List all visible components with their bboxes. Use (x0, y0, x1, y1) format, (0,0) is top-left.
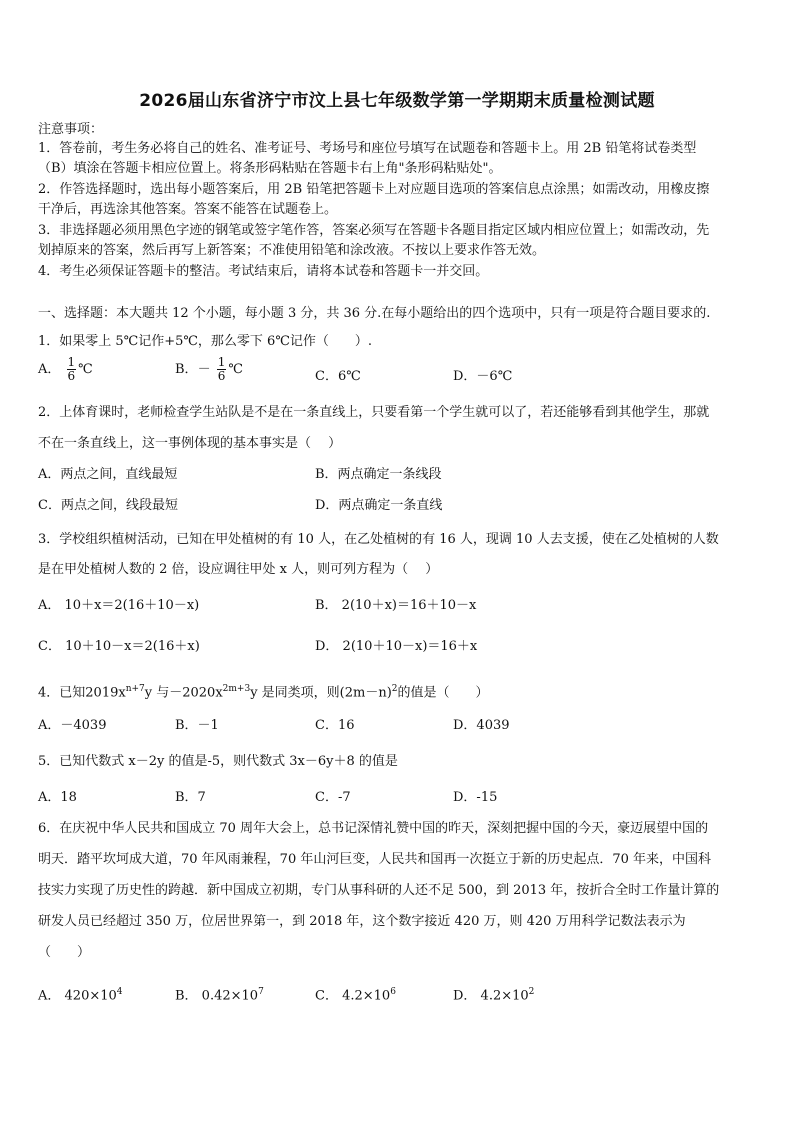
question-3-stem: 是在甲处植树人数的 2 倍，设应调往甲处 x 人，则可列方程为（ ） (38, 562, 439, 577)
notice-item: （B）填涂在答题卡相应位置上。将条形码粘贴在答题卡右上角"条形码粘贴处"。 (38, 161, 502, 176)
q4-option-a[interactable]: A．－4039 (38, 718, 107, 733)
q6-option-b[interactable]: B． $0.42\times 10^7$ (175, 987, 264, 1004)
q4-option-c[interactable]: C．16 (315, 718, 355, 733)
fraction: $\frac{1}{6}$ (67, 355, 76, 383)
q5-option-b[interactable]: B．7 (175, 790, 206, 805)
question-6-stem: 技实力实现了历史性的跨越．新中国成立初期，专门从事科研的人还不足 500，到 2013 年，按折合全时工作量计算的 (38, 883, 720, 898)
section-heading: 一、选择题：本大题共 12 个小题，每小题 3 分，共 36 分.在每小题给出的四个选项中，只有一项是符合题目要求的. (38, 306, 711, 321)
question-6-stem: 明天．踏平坎坷成大道，70 年风雨兼程，70 年山河巨变，人民共和国再一次挺立于新的历史起点．70 年来，中国科 (38, 852, 712, 867)
notice-item: 3．非选择题必须用黑色字迹的钢笔或签字笔作答，答案必须写在答题卡各题目指定区域内相应位置上；如需改动，先 (38, 223, 710, 238)
question-4-stem: 4．已知$2019x^{n+7}y$ 与$-2020x^{2m+3}y$ 是同类项，则$(2m-n)^2$的值是（ ） (38, 684, 489, 701)
q1-option-c[interactable]: C．6℃ (315, 369, 361, 384)
q4-option-b[interactable]: B．－1 (175, 718, 219, 733)
q3-option-c[interactable]: C． 10＋10－x＝2(16＋x) (38, 639, 200, 654)
q3-option-a[interactable]: A． 10＋x＝2(16＋10－x) (38, 598, 200, 613)
q1-option-b[interactable]: B．－ $\frac{1}{6}$ ℃ (175, 355, 243, 383)
question-1-stem: 1．如果零上 5℃记作+5℃，那么零下 6℃记作（ ）. (38, 334, 373, 349)
q4-option-d[interactable]: D．4039 (453, 718, 510, 733)
fraction: $\frac{1}{6}$ (217, 355, 226, 383)
q5-option-d[interactable]: D．-15 (453, 790, 498, 805)
q1-option-d[interactable]: D．－6℃ (453, 369, 513, 384)
notice-item: 2．作答选择题时，选出每小题答案后，用 2B 铅笔把答题卡上对应题目选项的答案信息点涂黑；如需改动，用橡皮擦 (38, 182, 710, 197)
q1-option-a[interactable]: A． $\frac{1}{6}$ ℃ (38, 355, 93, 383)
question-6-stem: 研发人员已经超过 350 万，位居世界第一，到 2018 年，这个数字接近 420 万，则 420 万用科学记数法表示为 (38, 914, 686, 929)
question-2-stem: 不在一条直线上，这一事例体现的基本事实是（ ） (38, 436, 342, 451)
notice-item: 干净后，再选涂其他答案。答案不能答在试题卷上。 (38, 202, 338, 217)
q6-option-a[interactable]: A． $420\times 10^4$ (38, 987, 123, 1004)
notice-heading: 注意事项： (38, 122, 104, 137)
q5-option-c[interactable]: C．-7 (315, 790, 351, 805)
notice-item: 划掉原来的答案，然后再写上新答案；不准使用铅笔和涂改液。不按以上要求作答无效。 (38, 243, 546, 258)
question-3-stem: 3．学校组织植树活动，已知在甲处植树的有 10 人，在乙处植树的有 16 人，现调 10 人去支援，使在乙处植树的人数 (38, 532, 719, 547)
page-title: 2026届山东省济宁市汶上县七年级数学第一学期期末质量检测试题 (139, 91, 655, 111)
q3-option-d[interactable]: D． 2(10＋10－x)＝16＋x (315, 639, 478, 654)
q2-option-d[interactable]: D．两点确定一条直线 (315, 498, 443, 513)
q2-option-c[interactable]: C．两点之间，线段最短 (38, 498, 178, 513)
q6-option-c[interactable]: C． $4.2\times 10^6$ (315, 987, 396, 1004)
notice-item: 1．答卷前，考生务必将自己的姓名、准考证号、考场号和座位号填写在试题卷和答题卡上。用 2B 铅笔将试卷类型 (38, 141, 697, 156)
q5-option-a[interactable]: A．18 (38, 790, 77, 805)
question-5-stem: 5．已知代数式 x－2y 的值是-5，则代数式 3x－6y＋8 的值是 (38, 754, 398, 769)
q6-option-d[interactable]: D． $4.2\times 10^2$ (453, 987, 535, 1004)
q2-option-a[interactable]: A．两点之间，直线最短 (38, 467, 178, 482)
question-6-stem: 6．在庆祝中华人民共和国成立 70 周年大会上，总书记深情礼赞中国的昨天，深刻把握中国的今天，豪迈展望中国的 (38, 821, 709, 836)
question-2-stem: 2．上体育课时，老师检查学生站队是不是在一条直线上，只要看第一个学生就可以了，若还能够看到其他学生，那就 (38, 405, 710, 420)
question-6-stem: （ ） (38, 945, 91, 960)
q2-option-b[interactable]: B．两点确定一条线段 (315, 467, 442, 482)
q3-option-b[interactable]: B． 2(10＋x)＝16＋10－x (315, 598, 477, 613)
notice-item: 4．考生必须保证答题卡的整洁。考试结束后，请将本试卷和答题卡一并交回。 (38, 264, 489, 279)
